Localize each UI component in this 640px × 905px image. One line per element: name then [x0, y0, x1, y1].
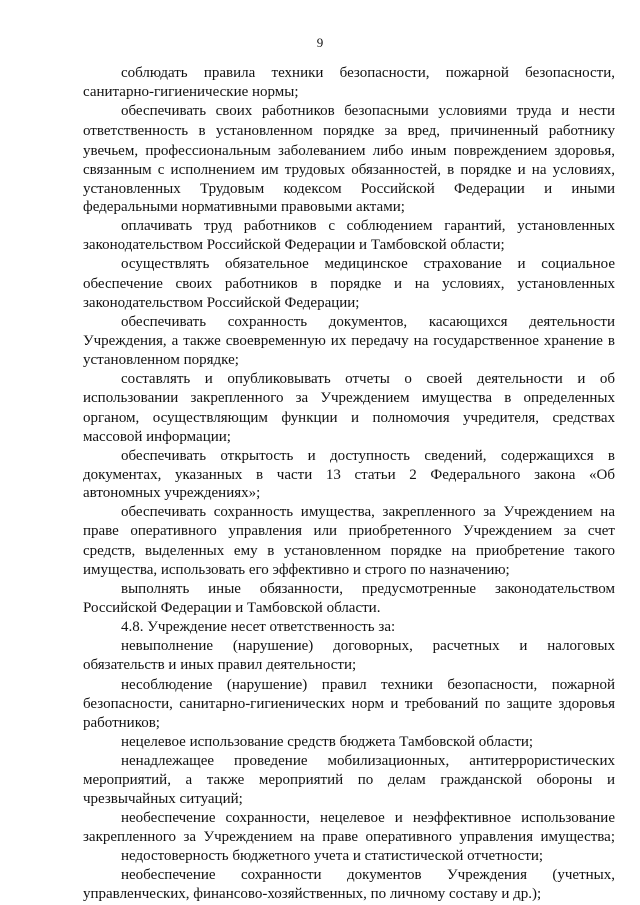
text-line: обеспечивать сохранность имущества, закрепленного за Учреждением на — [121, 504, 615, 520]
text-line: установленном порядке; — [83, 352, 239, 368]
text-line: необеспечение сохранности документов Учреждения (учетных, — [121, 867, 615, 883]
text-line: обеспечивать своих работников безопасными условиями труда и нести — [121, 103, 615, 119]
text-line: использовании закрепленного за Учреждением имущества в определенных — [83, 390, 615, 406]
text-line: осуществлять обязательное медицинское страхование и социальное — [121, 256, 615, 272]
text-line: законодательством Российской Федерации; — [83, 295, 360, 311]
text-line: управленческих, финансово-хозяйственных, по личному составу и др.); — [83, 886, 542, 902]
text-line: выполнять иные обязанности, предусмотренные законодательством — [121, 581, 615, 597]
text-line: органом, осуществляющим функции и полномочия учредителя, средствах — [83, 410, 615, 426]
text-line: работников; — [83, 715, 160, 731]
text-line: Российской Федерации и Тамбовской области. — [83, 600, 381, 616]
text-line: ответственность в установленном порядке за вред, причиненный работнику — [83, 123, 615, 139]
text-line: нецелевое использование средств бюджета Тамбовской области; — [121, 734, 534, 750]
text-line: закрепленного за Учреждением на праве оперативного управления имущества; — [83, 829, 615, 845]
text-line: обеспечивать открытость и доступность сведений, содержащихся в — [121, 448, 615, 464]
text-line: несоблюдение (нарушение) правил техники безопасности, пожарной — [121, 677, 615, 693]
text-line: связанным с исполнением им трудовых обязанностей, в порядке и на условиях, — [83, 162, 615, 178]
text-line: недостоверность бюджетного учета и статистической отчетности; — [121, 848, 544, 864]
text-line: установленных Трудовым кодексом Российской Федерации и иными — [83, 181, 615, 197]
text-line: средств, выделенных ему в установленном порядке на приобретение такого — [83, 543, 615, 559]
text-line: невыполнение (нарушение) договорных, расчетных и налоговых — [121, 638, 615, 654]
page-number: 9 — [316, 35, 324, 50]
text-line: обеспечивать сохранность документов, касающихся деятельности — [121, 314, 615, 330]
text-line: обязательств и иных правил деятельности; — [83, 657, 357, 673]
text-line: документах, указанных в части 13 статьи 2 Федерального закона «Об — [83, 467, 615, 483]
text-line: обеспечение своих работников в порядке и на условиях, установленных — [83, 276, 615, 292]
text-line: Учреждения, а также своевременную их передачу на государственное хранение в — [83, 333, 615, 349]
text-line: санитарно-гигиенические нормы; — [83, 84, 299, 100]
text-line: законодательством Российской Федерации и Тамбовской области; — [83, 237, 505, 253]
text-line: массовой информации; — [83, 429, 231, 445]
text-line: автономных учреждениях»; — [83, 485, 261, 501]
text-line: чрезвычайных ситуаций; — [83, 791, 243, 807]
text-line: ненадлежащее проведение мобилизационных, антитеррористических — [121, 753, 615, 769]
text-line: федеральными нормативными правовыми актами; — [83, 199, 405, 215]
text-line: необеспечение сохранности, нецелевое и неэффективное использование — [121, 810, 615, 826]
text-line: мероприятий, а также мероприятий по делам гражданской обороны и — [83, 772, 615, 788]
text-line: увечьем, профессиональным заболеванием либо иным повреждением здоровья, — [83, 143, 615, 159]
text-line: составлять и опубликовывать отчеты о своей деятельности и об — [121, 371, 615, 387]
text-line: безопасности, санитарно-гигиенических норм и требований по защите здоровья — [83, 696, 615, 712]
text-line: праве оперативного управления или приобретенного Учреждением за счет — [83, 523, 615, 539]
text-line: соблюдать правила техники безопасности, пожарной безопасности, — [121, 65, 615, 81]
text-line: оплачивать труд работников с соблюдением гарантий, установленных — [121, 218, 615, 234]
text-line: имущества, использовать его эффективно и строго по назначению; — [83, 562, 510, 578]
section-heading: 4.8. Учреждение несет ответственность за: — [121, 619, 396, 635]
